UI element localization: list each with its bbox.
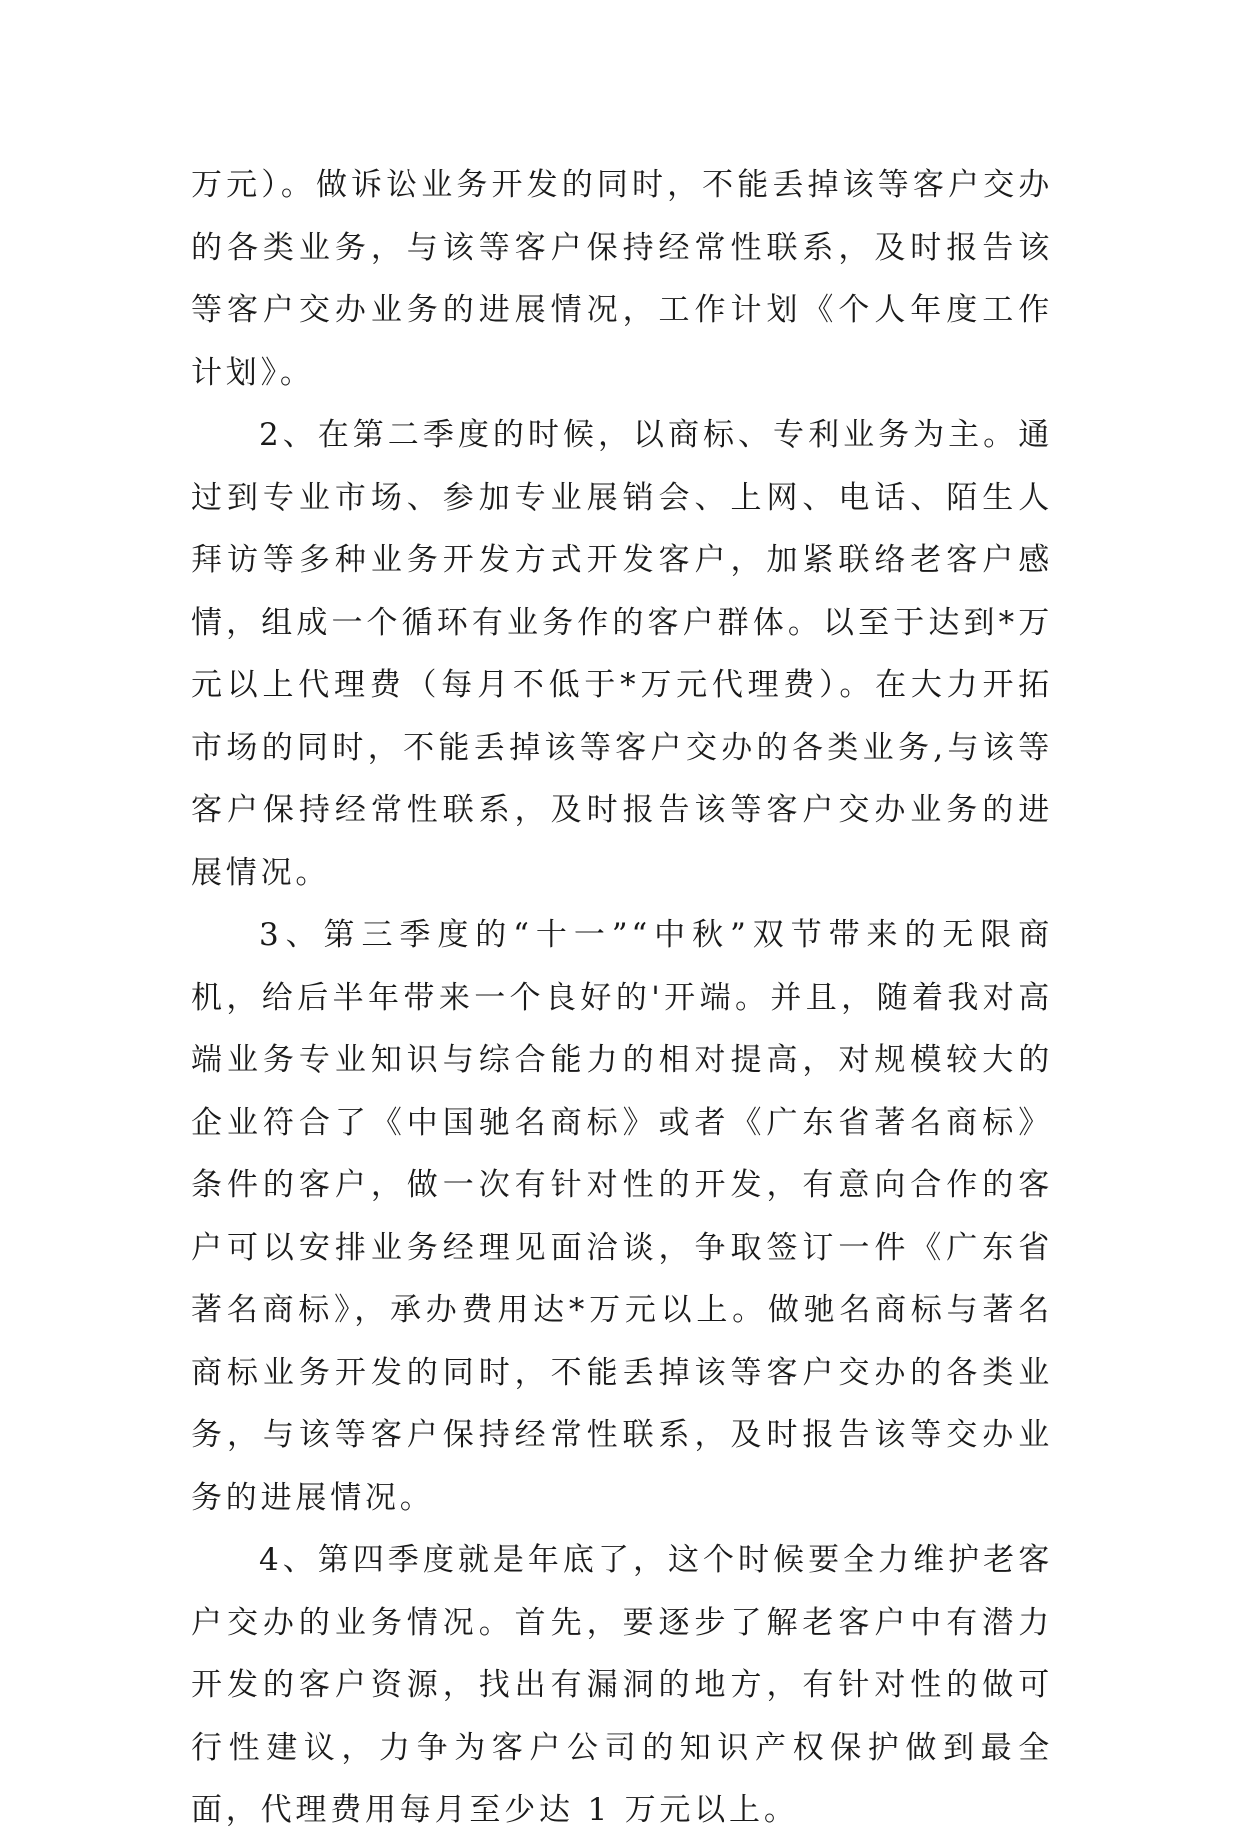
- paragraph-continuation: 万元）。做诉讼业务开发的同时，不能丢掉该等客户交办的各类业务，与该等客户保持经常性联系，及时报告该等客户交办业务的进展情况，工作计划《个人年度工作计划》。: [191, 167, 1053, 391]
- paragraph-q3-plan: 3、第三季度的“十一”“中秋”双节带来的无限商机，给后半年带来一个良好的'开端。并且，随着我对高端业务专业知识与综合能力的相对提高，对规模较大的企业符合了《中国驰名商标》或者《广东省著名商标》条件的客户，做一次有针对性的开发，有意向合作的客户可以安排业务经理见面洽谈，争取签订一件《广东省著名商标》，承办费用达*万元以上。做驰名商标与著名商标业务开发的同时，不能丢掉该等客户交办的各类业务，与该等客户保持经常性联系，及时报告该等交办业务的进展情况。: [191, 917, 1053, 1516]
- document-body: [191, 154, 1053, 1842]
- paragraph-q2-plan: 2、在第二季度的时候，以商标、专利业务为主。通过到专业市场、参加专业展销会、上网、电话、陌生人拜访等多种业务开发方式开发客户，加紧联络老客户感情，组成一个循环有业务作的客户群体。以至于达到*万元以上代理费（每月不低于*万元代理费）。在大力开拓市场的同时，不能丢掉该等客户交办的各类业务,与该等客户保持经常性联系，及时报告该等客户交办业务的进展情况。: [191, 417, 1053, 891]
- paragraph-q4-plan: 4、第四季度就是年底了，这个时候要全力维护老客户交办的业务情况。首先，要逐步了解老客户中有潜力开发的客户资源，找出有漏洞的地方，有针对性的做可行性建议，力争为客户公司的知识产权保护做到最全面，代理费用每月至少达 1 万元以上。: [191, 1542, 1053, 1828]
